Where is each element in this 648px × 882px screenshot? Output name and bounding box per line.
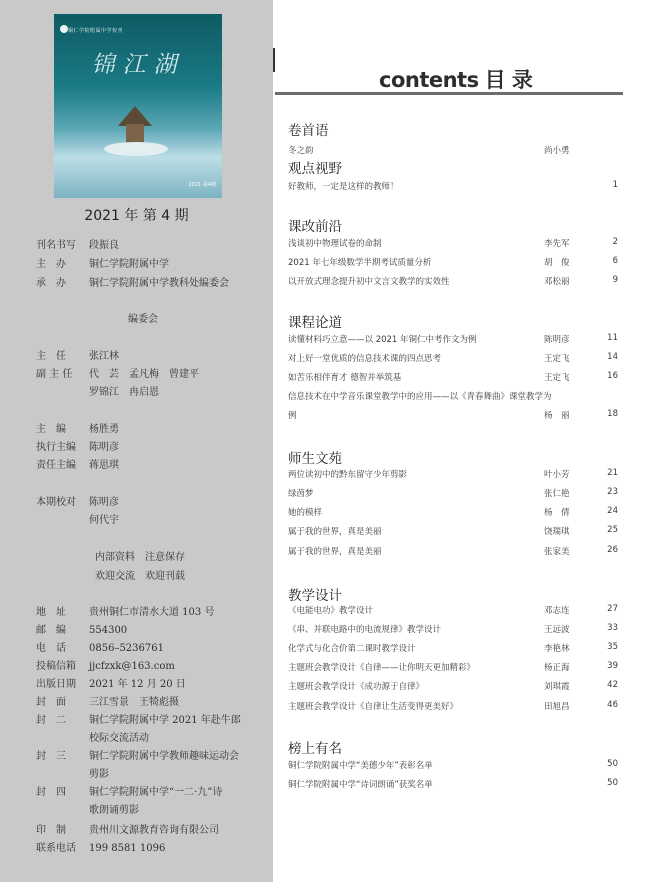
- row-value-continued: 歌朗诵剪影: [89, 805, 139, 816]
- toc-entry[interactable]: [288, 487, 618, 499]
- section-heading: 榜上有名: [288, 741, 342, 757]
- entry-page: 46: [607, 700, 618, 710]
- row-label: 副 主 任: [36, 369, 73, 380]
- contents-title-cn: 目 录: [484, 68, 533, 92]
- masthead-row: [36, 693, 179, 708]
- toc-entry[interactable]: [288, 180, 618, 192]
- toc-entry[interactable]: [288, 144, 570, 156]
- entry-author: 邓志连: [544, 606, 570, 616]
- entry-page: 39: [607, 661, 618, 671]
- row-label: 地 址: [36, 607, 66, 618]
- entry-title: 属于我的世界，真是美丽: [288, 527, 382, 537]
- row-value: 贵州川文源教育咨询有限公司: [89, 825, 219, 836]
- entry-title: 她的模样: [288, 508, 323, 518]
- toc-entry[interactable]: [288, 237, 618, 249]
- entry-author: 刘琪霞: [544, 682, 570, 692]
- masthead-row: [36, 365, 199, 380]
- entry-author: 王远波: [544, 625, 570, 635]
- entry-author: 邓松丽: [544, 277, 570, 287]
- cover-header: 铜仁学院附属中学校刊: [68, 28, 124, 34]
- row-label: 刊名书写: [36, 240, 76, 251]
- entry-page: 33: [607, 623, 618, 633]
- committee-heading: 编委会: [128, 314, 158, 325]
- entry-title: 浅谈初中物理试卷的命制: [288, 239, 382, 249]
- row-label: 联系电话: [36, 843, 76, 854]
- contents-title: [379, 64, 532, 94]
- row-label: 承 办: [36, 278, 66, 289]
- pavilion-roof-shape: [118, 106, 152, 126]
- masthead-row: [36, 839, 165, 854]
- entry-title: 属于我的世界，真是美丽: [288, 547, 382, 557]
- masthead-row: [36, 347, 119, 362]
- entry-title: 2021 年七年级数学半期考试质量分析: [288, 258, 432, 268]
- row-value: 段振良: [89, 240, 119, 251]
- section-heading: 教学设计: [288, 588, 342, 604]
- entry-author: 王定飞: [544, 354, 570, 364]
- masthead-row: [36, 711, 241, 726]
- row-value: 0856–5236761: [89, 643, 164, 654]
- row-value: 张江林: [89, 351, 119, 362]
- notice-line: 欢迎交流 欢迎刊载: [95, 571, 185, 582]
- row-value: 铜仁学院附属中学教师趣味运动会: [89, 751, 239, 762]
- entry-page: 1: [612, 180, 618, 190]
- row-value: 贵州铜仁市清水大道 103 号: [89, 607, 215, 618]
- toc-entry[interactable]: [288, 390, 552, 402]
- row-value: 554300: [89, 625, 128, 636]
- entry-title: 《电能电功》教学设计: [288, 606, 374, 616]
- toc-entry[interactable]: [288, 371, 618, 383]
- entry-page: 25: [607, 525, 618, 535]
- toc-entry[interactable]: [288, 642, 618, 654]
- row-label: 主 编: [36, 424, 66, 435]
- masthead-row: [36, 783, 222, 798]
- toc-entry[interactable]: [288, 352, 618, 364]
- toc-entry[interactable]: [288, 700, 618, 712]
- masthead-row: [36, 236, 119, 251]
- toc-entry[interactable]: [288, 680, 618, 692]
- header-vertical-rule: [273, 48, 275, 72]
- entry-title: 主题班会教学设计《成功源于自律》: [288, 682, 425, 692]
- section-heading: 课程论道: [288, 315, 342, 331]
- row-value-continued: 校际交流活动: [89, 733, 149, 744]
- entry-title: 对上好一堂优质的信息技术课的四点思考: [288, 354, 442, 364]
- row-label: 封 面: [36, 697, 66, 708]
- entry-author: 田旭昌: [544, 702, 570, 712]
- toc-entry[interactable]: [288, 333, 618, 345]
- row-value-continued: 何代宇: [89, 515, 119, 526]
- section-heading: 师生文苑: [288, 451, 342, 467]
- masthead-row: [36, 821, 219, 836]
- row-label: 执行主编: [36, 442, 76, 453]
- row-label: 主 任: [36, 351, 66, 362]
- entry-page: 16: [607, 371, 618, 381]
- row-label: 电 话: [36, 643, 66, 654]
- row-value: 铜仁学院附属中学: [89, 259, 169, 270]
- entry-title: 信息技术在中学音乐课堂教学中的应用——以《青春舞曲》课堂教学为: [288, 392, 552, 402]
- row-label: 邮 编: [36, 625, 66, 636]
- entry-title: 两位读初中的黔东留守少年剪影: [288, 470, 408, 480]
- entry-title: 例: [288, 411, 297, 421]
- row-value: jjcfzxk@163.com: [89, 661, 175, 672]
- entry-title: 主题班会教学设计《自律——让你明天更加精彩》: [288, 663, 476, 673]
- entry-page: 35: [607, 642, 618, 652]
- toc-entry[interactable]: [288, 409, 618, 421]
- toc-entry[interactable]: [288, 661, 618, 673]
- entry-author: 杨 丽: [544, 411, 570, 421]
- entry-page: 6: [612, 256, 618, 266]
- issue-label: 2021 年 第 4 期: [84, 208, 189, 224]
- entry-page: 24: [607, 506, 618, 516]
- toc-entry[interactable]: [288, 256, 618, 268]
- masthead-panel: [0, 0, 273, 882]
- masthead-row: [36, 255, 169, 270]
- row-value-continued: 剪影: [89, 769, 109, 780]
- row-value: 陈明彦: [89, 497, 119, 508]
- row-value-continued: 罗锦江 冉启恩: [89, 387, 159, 398]
- header-horizontal-rule: [275, 92, 623, 95]
- masthead-row: [36, 675, 186, 690]
- entry-author: 叶小芳: [544, 470, 570, 480]
- entry-title: 好教师，一定是这样的教师！: [288, 182, 399, 192]
- entry-title: 读懂材料巧立意——以 2021 年铜仁中考作文为例: [288, 335, 477, 345]
- masthead-row: [36, 603, 214, 618]
- row-value: 铜仁学院附属中学“一二·九”诗: [89, 787, 223, 798]
- row-value: 陈明彦: [89, 442, 119, 453]
- row-value: 2021 年 12 月 20 日: [89, 679, 186, 690]
- row-value: 三江雪景 王犄彪摄: [89, 697, 179, 708]
- row-label: 本期校对: [36, 497, 76, 508]
- entry-title: 化学式与化合价第二课时教学设计: [288, 644, 416, 654]
- row-value: 杨胜勇: [89, 424, 119, 435]
- entry-title: 绿茵梦: [288, 489, 314, 499]
- entry-author: 胡 俊: [544, 258, 570, 268]
- island-shape: [104, 142, 168, 156]
- entry-page: 21: [607, 468, 618, 478]
- entry-author: 李先军: [544, 239, 570, 249]
- row-value: 199 8581 1096: [89, 843, 166, 854]
- section-heading: 卷首语: [288, 123, 329, 139]
- school-logo-icon: [60, 25, 68, 33]
- toc-entry[interactable]: [288, 778, 618, 790]
- toc-entry[interactable]: [288, 525, 618, 537]
- entry-page: 23: [607, 487, 618, 497]
- entry-title: 铜仁学院附属中学“美德少年”表彰名单: [288, 761, 433, 771]
- entry-page: 42: [607, 680, 618, 690]
- row-value: 铜仁学院附属中学教科处编委会: [89, 278, 229, 289]
- entry-page: 26: [607, 545, 618, 555]
- section-heading: 课改前沿: [288, 219, 342, 235]
- masthead-row: [36, 639, 164, 654]
- masthead-row: [36, 657, 175, 672]
- entry-author: 陈明彦: [544, 335, 570, 345]
- masthead-row: [36, 747, 239, 762]
- entry-author: 尚小勇: [544, 146, 570, 156]
- row-value: 蒋思琪: [89, 460, 119, 471]
- toc-entry[interactable]: [288, 545, 618, 557]
- row-label: 出版日期: [36, 679, 76, 690]
- cover-title: 锦江湖: [91, 52, 185, 78]
- contents-title-en: contents: [379, 68, 479, 92]
- row-label: 封 四: [36, 787, 66, 798]
- entry-author: 杨 倩: [544, 508, 570, 518]
- row-label: 封 二: [36, 715, 66, 726]
- toc-entry[interactable]: [288, 759, 618, 771]
- entry-author: 饶瑞琪: [544, 527, 570, 537]
- entry-author: 张仁艳: [544, 489, 570, 499]
- entry-author: 王定飞: [544, 373, 570, 383]
- cover-image: [54, 14, 222, 198]
- toc-entry[interactable]: [288, 623, 618, 635]
- row-label: 投稿信箱: [36, 661, 76, 672]
- row-label: 印 制: [36, 825, 66, 836]
- row-value: 代 芸 孟凡梅 曾建平: [89, 369, 199, 380]
- row-label: 责任主编: [36, 460, 76, 471]
- row-label: 封 三: [36, 751, 66, 762]
- entry-title: 冬之韵: [288, 146, 314, 156]
- masthead-row: [36, 438, 119, 453]
- toc-entry[interactable]: [288, 506, 618, 518]
- entry-page: 50: [607, 759, 618, 769]
- entry-title: 《串、并联电路中的电流规律》教学设计: [288, 625, 442, 635]
- entry-title: 如苦乐相伴育才 德智并举筑基: [288, 373, 402, 383]
- entry-author: 杨正海: [544, 663, 570, 673]
- cover-issue: 2021 第4期: [188, 182, 216, 188]
- entry-title: 铜仁学院附属中学“诗词朗诵”获奖名单: [288, 780, 433, 790]
- entry-page: 50: [607, 778, 618, 788]
- entry-title: 以开放式理念提升初中文言文教学的实效性: [288, 277, 450, 287]
- section-heading: 观点视野: [288, 161, 342, 177]
- toc-entry[interactable]: [288, 275, 618, 287]
- row-value: 铜仁学院附属中学 2021 年赴牛郎: [89, 715, 241, 726]
- entry-author: 张家美: [544, 547, 570, 557]
- entry-page: 27: [607, 604, 618, 614]
- entry-title: 主题班会教学设计《自律让生活变得更美好》: [288, 702, 459, 712]
- notice-line: 内部资料 注意保存: [95, 552, 185, 563]
- row-label: 主 办: [36, 259, 66, 270]
- entry-page: 18: [607, 409, 618, 419]
- entry-page: 11: [607, 333, 618, 343]
- masthead-row: [36, 621, 127, 636]
- entry-page: 9: [612, 275, 618, 285]
- entry-page: 14: [607, 352, 618, 362]
- masthead-row: [36, 456, 119, 471]
- toc-entry[interactable]: [288, 468, 618, 480]
- masthead-row: [36, 493, 119, 508]
- toc-entry[interactable]: [288, 604, 618, 616]
- masthead-row: [36, 274, 229, 289]
- masthead-row: [36, 420, 119, 435]
- entry-author: 李艳林: [544, 644, 570, 654]
- entry-page: 2: [612, 237, 618, 247]
